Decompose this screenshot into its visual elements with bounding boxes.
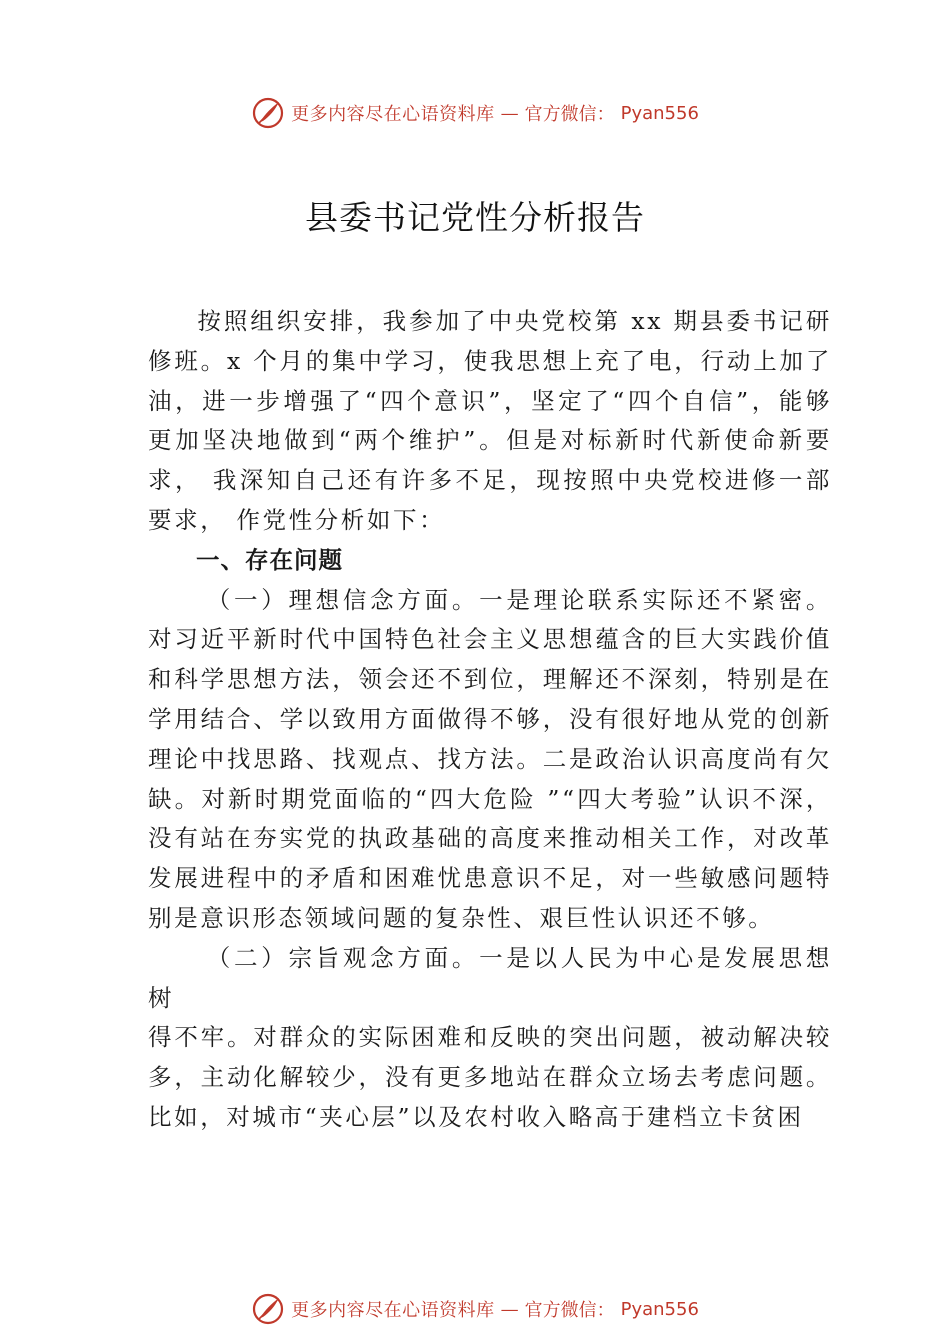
item-2-paragraph: 得不牢。对群众的实际困难和反映的突出问题，被动解决较多，主动化解较少，没有更多地站在群众立场去考虑问题。 比如，对城市“夹心层”以及农村收入略高于建档立卡贫困	[148, 1023, 832, 1131]
watermark-wechat-id: Pyan556	[620, 102, 699, 124]
watermark-text: 更多内容尽在心语资料库	[291, 104, 495, 125]
footer-watermark	[0, 1292, 950, 1326]
watermark-dash: —	[500, 102, 519, 124]
header-watermark	[0, 96, 950, 130]
quill-logo-icon	[251, 96, 285, 130]
intro-paragraph: 按照组织安排，我参加了中央党校第 xx 期县委书记研修班。x 个月的集中学习，使我思想上充了电，行动上加了油，进一步增强了“四个意识”，坚定了“四个自信”，能够 更加坚决地做到“两个维护”。但是对标新时代新使命新要求， 我深知自己还有许多不足，现按照中央党校进修一部要求， 作党性分析如下：	[148, 307, 832, 534]
watermark-label: 官方微信：	[524, 1300, 615, 1321]
section-heading: 一、存在问题	[196, 545, 343, 574]
watermark-label: 官方微信：	[524, 104, 615, 125]
document-body	[148, 302, 832, 1138]
quill-logo-icon	[251, 1292, 285, 1326]
item-1-paragraph: （一）理想信念方面。一是理论联系实际还不紧密。对习近平新时代中国特色社会主义思想蕴含的巨大实践价值和科学思想方法，领会还不到位，理解还不深刻，特别是在学用结合、学以致用方面做得不够，没有很好地从党的创新理论中找思路、找观点、找方法。二是政治认识高度尚有欠缺。对新时期党面临的“四大危险 ”“四大考验”认识不深，没有站在夯实党的执政基础的高度来推动相关工作，对改革发展进程中的矛盾和困难忧患意识不足，对一些敏感问题特别是意识形态领域问题的复杂性、艰巨性认识还不够。	[148, 585, 832, 932]
watermark-dash: —	[500, 1298, 519, 1320]
item-2-first-line: （二）宗旨观念方面。一是以人民为中心是发展思想树	[148, 943, 832, 1012]
watermark-wechat-id: Pyan556	[620, 1298, 699, 1320]
document-title: 县委书记党性分析报告	[305, 198, 645, 237]
watermark-text: 更多内容尽在心语资料库	[291, 1300, 495, 1321]
